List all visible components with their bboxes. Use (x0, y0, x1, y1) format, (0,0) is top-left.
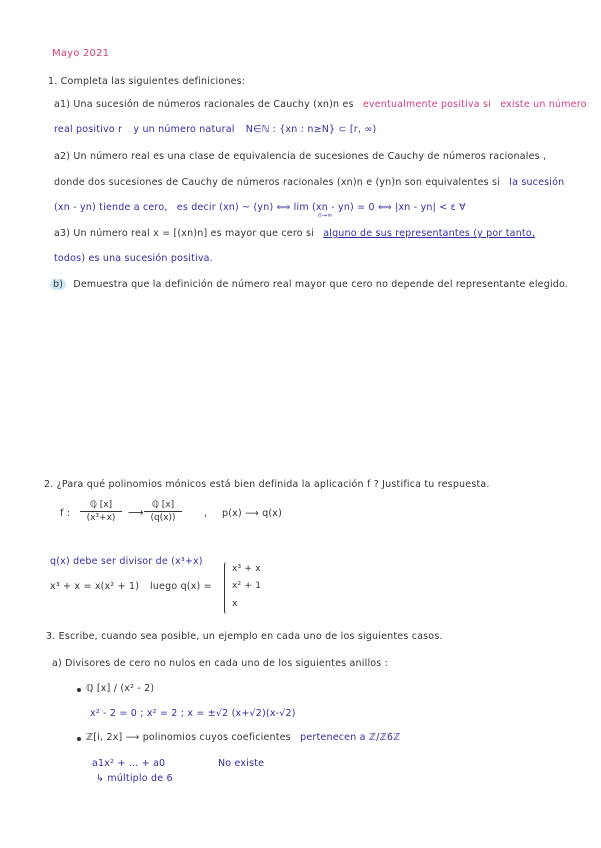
q3-multiplo: ↳ múltiplo de 6 (96, 773, 173, 784)
q1-a1-line1 (54, 99, 587, 110)
q3-item-2-work: a1x² + ... + a0 (92, 758, 166, 769)
a3-line1-b: alguno de sus representantes (y por tanto, (323, 228, 536, 239)
mapping-rule: p(x) ⟶ q(x) (222, 508, 282, 519)
fraction-domain-num: ℚ [x] (80, 500, 122, 512)
q3-item-2-b: pertenecen a ℤ/ℤ6ℤ (300, 732, 401, 743)
a1-line2-b: y un número natural (133, 124, 235, 135)
a3-line1-a: a3) Un número real x = [(xn)n] es mayor que cero si (54, 228, 314, 239)
a2-line2-b: la sucesión (509, 177, 565, 188)
q3-item-2-a: ℤ[i, 2x] ⟶ polinomios cuyos coeficientes (86, 732, 291, 743)
q2-luego: luego q(x) = (150, 581, 212, 592)
q1-a1-line2 (54, 124, 376, 135)
q3-item-1-work: x² - 2 = 0 ; x² = 2 ; x = ±√2 (x+√2)(x-√2) (90, 708, 296, 719)
a2-line3-a: (xn - yn) tiende a cero, (54, 202, 168, 213)
option-1: x³ + x (232, 564, 261, 574)
date-header: Mayo 2021 (52, 48, 110, 59)
q3-item-2 (86, 732, 400, 743)
q3-title: 3. Escribe, cuando sea posible, un ejemplo en cada uno de los siguientes casos. (46, 631, 443, 642)
option-2: x² + 1 (232, 581, 262, 591)
f-label: f : (60, 508, 71, 519)
map-arrow: ⟶ (128, 506, 144, 519)
bullet-2 (77, 737, 81, 741)
a2-line3-b: es decir (xn) ~ (yn) ⟺ lim (xn - yn) = 0 ⟺ |xn - yn| < ε ∀ (176, 202, 466, 213)
fraction-codomain-den: (q(x)) (150, 513, 176, 523)
a1-line2-a: real positivo r (54, 124, 123, 135)
q1-b-line (50, 279, 568, 290)
a1-text-highlight: eventualmente positiva si (362, 99, 491, 110)
q3-sub-a: a) Divisores de cero no nulos en cada uno de los siguientes anillos : (52, 658, 389, 669)
q1-a2-line2 (54, 177, 564, 188)
q1-a2-line1: a2) Un número real es una clase de equivalencia de sucesiones de Cauchy de números racionales , (54, 151, 547, 162)
option-3: x (232, 599, 238, 609)
q2-title: 2. ¿Para qué polinomios mónicos está bien definida la aplicación f ? Justifica tu respuesta. (44, 479, 490, 490)
q1-a3-line1 (54, 228, 535, 239)
a2-line2-a: donde dos sucesiones de Cauchy de números racionales (xn)n e (yn)n son equivalentes si (54, 177, 500, 188)
q1-a2-limit-sub: n→∞ (318, 212, 333, 219)
q3-item-1: ℚ [x] / (x² - 2) (86, 683, 155, 694)
q1-a3-line2: todos) es una sucesión positiva. (54, 253, 213, 264)
a1-text-end: existe un número (500, 99, 587, 110)
b-text: Demuestra que la definición de número real mayor que cero no depende del representante elegido. (73, 279, 569, 290)
q1-title: 1. Completa las siguientes definiciones: (48, 76, 246, 87)
a1-text-start: a1) Una sucesión de números racionales de Cauchy (xn)n es (54, 99, 354, 110)
q1-a2-line3 (54, 202, 466, 213)
fraction-domain-den: (x³+x) (86, 513, 116, 523)
q2-divisor-line: q(x) debe ser divisor de (x³+x) (50, 556, 203, 567)
bullet-1 (77, 688, 81, 692)
a1-line2-c: N∈ℕ : {xn : n≥N} ⊂ [r, ∞) (245, 124, 377, 135)
b-label: b) (50, 279, 66, 290)
q2-factorization: x³ + x = x(x² + 1) (50, 581, 140, 592)
fraction-domain (80, 500, 122, 523)
options-brace (224, 562, 229, 614)
comma: , (204, 508, 208, 519)
fraction-codomain-num: ℚ [x] (144, 500, 182, 512)
q3-no-existe: No existe (218, 758, 265, 769)
fraction-codomain (144, 500, 182, 523)
